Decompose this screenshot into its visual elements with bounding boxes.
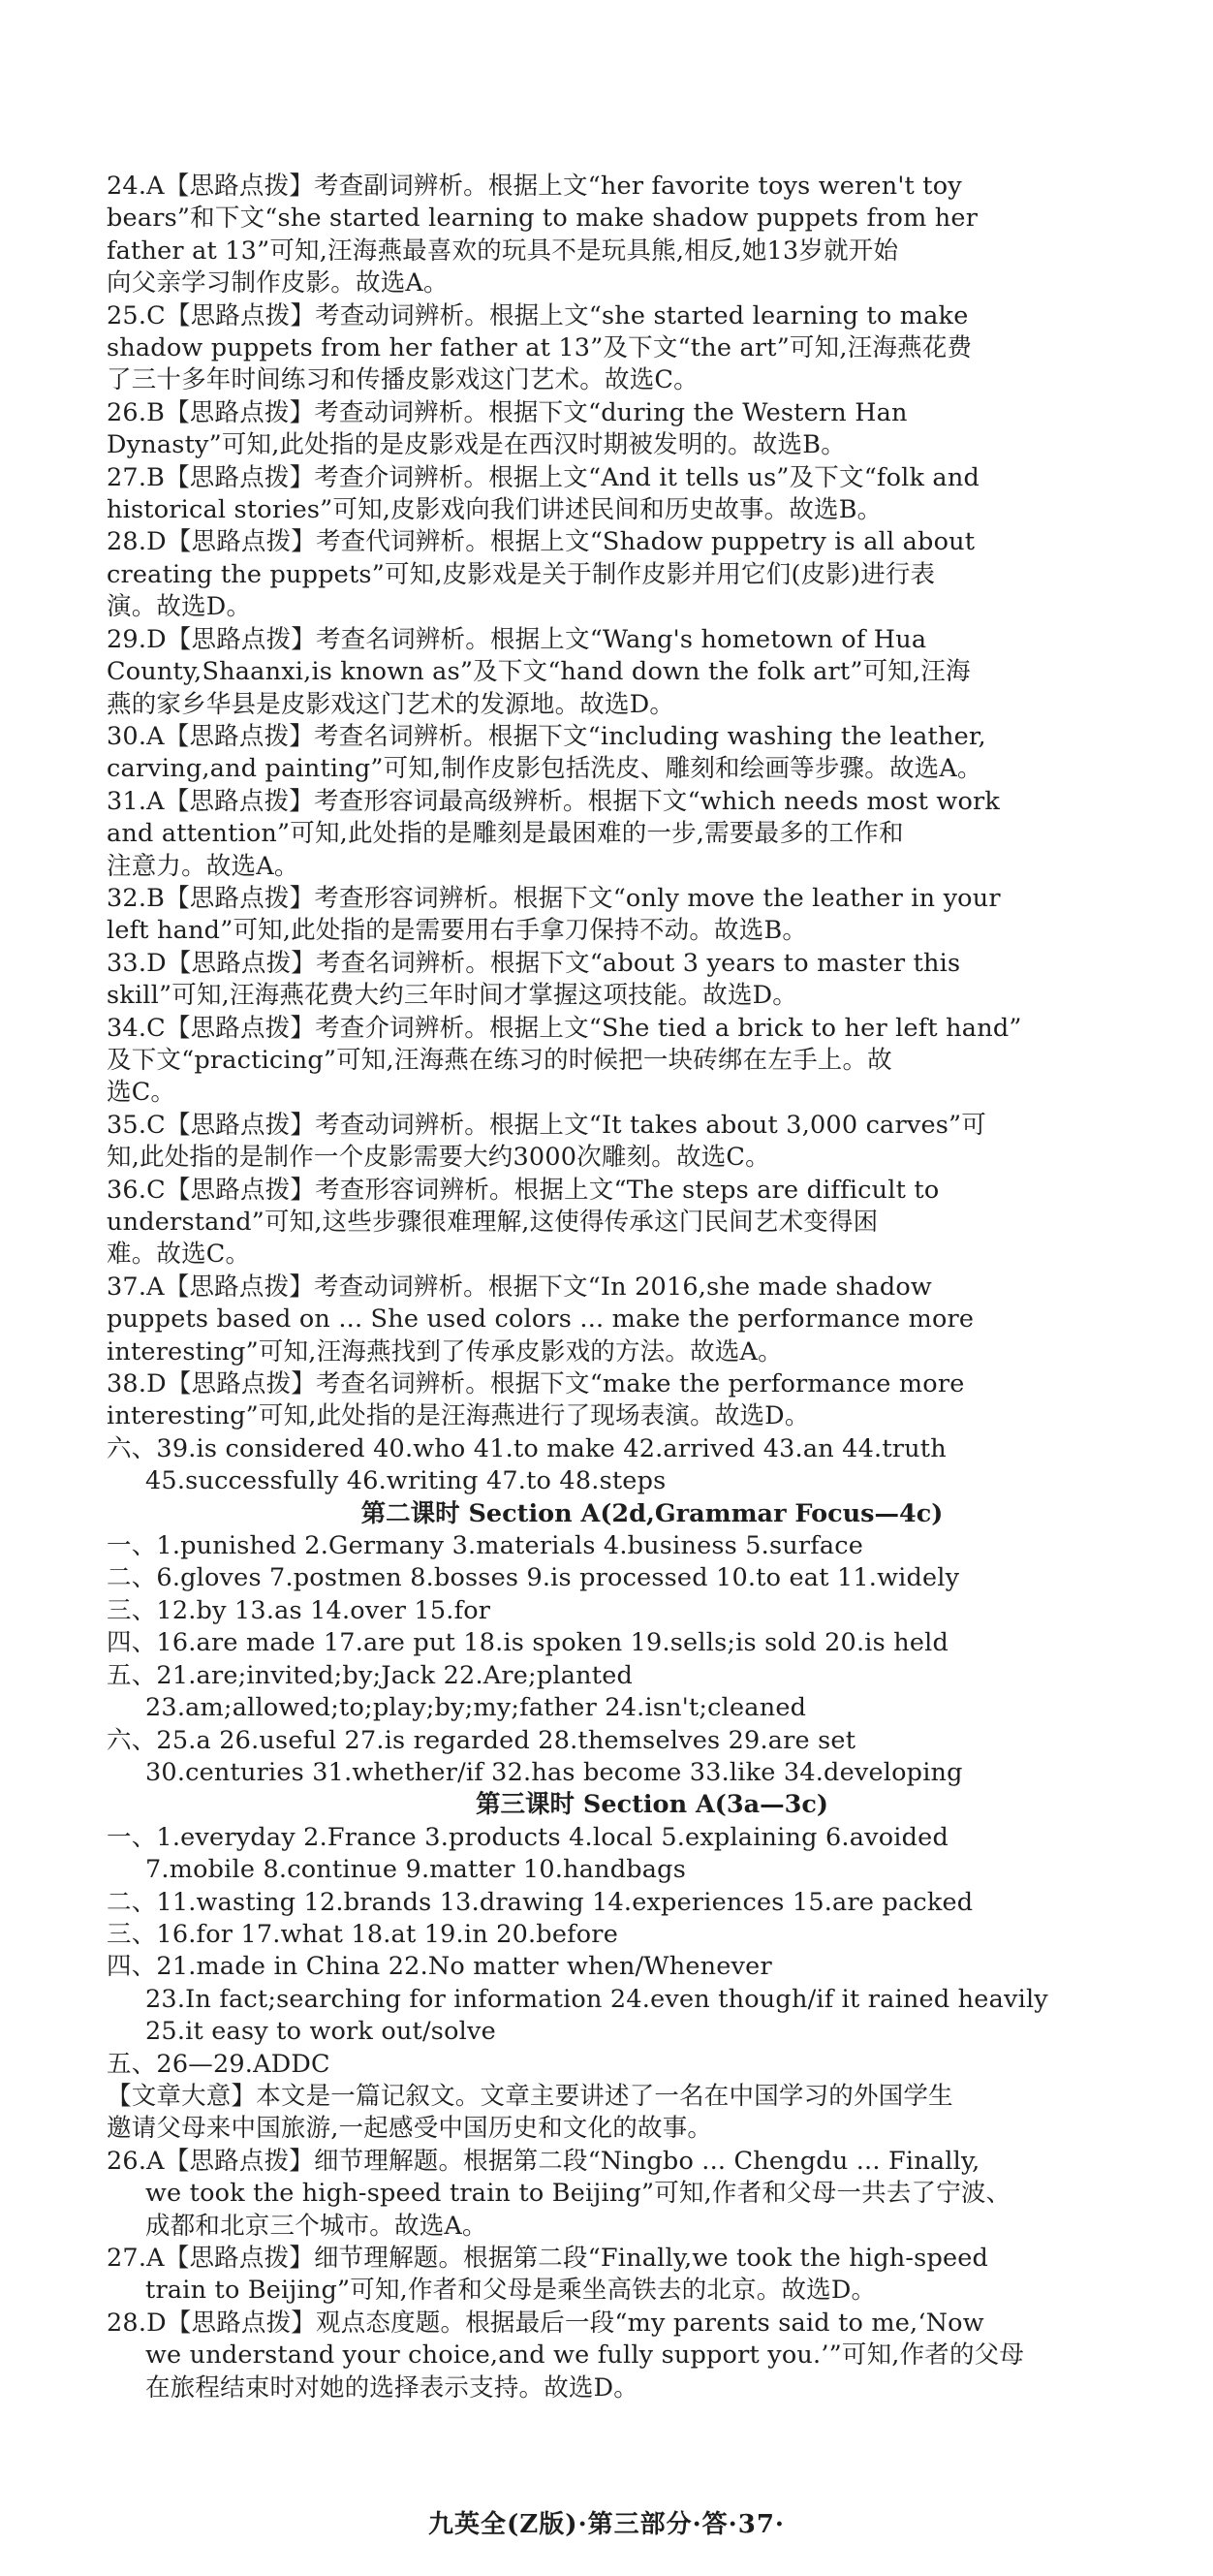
text-line: 24.A【思路点拨】考查副词辨析。根据上文“her favorite toys weren't toy: [107, 172, 962, 201]
text-line: 在旅程结束时对她的选择表示支持。故选D。: [145, 2372, 638, 2403]
text-line: 25.it easy to work out/solve: [145, 2017, 496, 2047]
text-line: 三、12.by 13.as 14.over 15.for: [107, 1595, 491, 1625]
text-line: shadow puppets from her father at 13”及下文“the art”可知,汪海燕花费: [107, 333, 973, 363]
text-line: left hand”可知,此处指的是需要用右手拿刀保持不动。故选B。: [107, 916, 808, 946]
text-line: 选C。: [107, 1078, 176, 1108]
text-line: 演。故选D。: [107, 592, 252, 622]
text-line: train to Beijing”可知,作者和父母是乘坐高铁去的北京。故选D。: [145, 2276, 877, 2306]
section-heading: 第三课时 Section A(3a—3c): [476, 1790, 828, 1820]
text-line: 28.D【思路点拨】观点态度题。根据最后一段“my parents said to me,‘Now: [107, 2308, 984, 2338]
text-line: 二、11.wasting 12.brands 13.drawing 14.experiences 15.are packed: [107, 1887, 974, 1917]
text-line: 知,此处指的是制作一个皮影需要大约3000次雕刻。故选C。: [107, 1143, 770, 1173]
text-line: 燕的家乡华县是皮影戏这门艺术的发源地。故选D。: [107, 689, 675, 719]
text-line: father at 13”可知,汪海燕最喜欢的玩具不是玩具熊,相反,她13岁就开始: [107, 236, 899, 266]
text-line: understand”可知,这些步骤很难理解,这使得传承这门民间艺术变得困: [107, 1208, 879, 1237]
text-line: Dynasty”可知,此处指的是皮影戏是在西汉时期被发明的。故选B。: [107, 430, 846, 460]
text-line: 六、25.a 26.useful 27.is regarded 28.themselves 29.are set: [107, 1725, 856, 1755]
text-line: 27.A【思路点拨】细节理解题。根据第二段“Finally,we took the high-speed: [107, 2244, 989, 2273]
text-line: 五、21.are;invited;by;Jack 22.Are;planted: [107, 1660, 634, 1690]
text-line: 三、16.for 17.what 18.at 19.in 20.before: [107, 1919, 618, 1949]
text-line: 难。故选C。: [107, 1240, 251, 1270]
text-line: 向父亲学习制作皮影。故选A。: [107, 268, 449, 298]
text-line: 五、26—29.ADDC: [107, 2049, 330, 2079]
text-line: 26.A【思路点拨】细节理解题。根据第二段“Ningbo ... Chengdu ... Finally,: [107, 2146, 980, 2176]
text-line: creating the puppets”可知,皮影戏是关于制作皮影并用它们(皮影)进行表: [107, 559, 936, 589]
text-line: 25.C【思路点拨】考查动词辨析。根据上文“she started learning to make: [107, 300, 969, 330]
text-line: 及下文“practicing”可知,汪海燕在练习的时候把一块砖绑在左手上。故: [107, 1045, 892, 1075]
text-line: puppets based on ... She used colors ... make the performance more: [107, 1304, 975, 1335]
text-line: 38.D【思路点拨】考查名词辨析。根据下文“make the performance more: [107, 1369, 965, 1399]
text-line: County,Shaanxi,is known as”及下文“hand down the folk art”可知,汪海: [107, 657, 971, 687]
text-line: historical stories”可知,皮影戏向我们讲述民间和历史故事。故选B。: [107, 495, 883, 525]
text-line: 32.B【思路点拨】考查形容词辨析。根据下文“only move the leather in your: [107, 883, 1001, 913]
text-line: 邀请父母来中国旅游,一起感受中国历史和文化的故事。: [107, 2114, 713, 2144]
text-line: bears”和下文“she started learning to make shadow puppets from her: [107, 204, 979, 234]
text-line: 31.A【思路点拨】考查形容词最高级辨析。根据下文“which needs most work: [107, 786, 1001, 816]
text-line: 四、16.are made 17.are put 18.is spoken 19.sells;is sold 20.is held: [107, 1628, 949, 1658]
text-line: 28.D【思路点拨】考查代词辨析。根据上文“Shadow puppetry is all about: [107, 527, 976, 557]
text-line: we understand your choice,and we fully support you.’”可知,作者的父母: [145, 2340, 1025, 2371]
text-line: 六、39.is considered 40.who 41.to make 42.arrived 43.an 44.truth: [107, 1433, 947, 1463]
text-line: 27.B【思路点拨】考查介词辨析。根据上文“And it tells us”及下文“folk and: [107, 462, 980, 492]
text-line: 34.C【思路点拨】考查介词辨析。根据上文“She tied a brick to her left hand”: [107, 1013, 1022, 1043]
text-line: we took the high-speed train to Beijing”可知,作者和父母一共去了宁波、: [145, 2179, 1011, 2209]
text-line: 成都和北京三个城市。故选A。: [145, 2211, 487, 2241]
text-line: interesting”可知,汪海燕找到了传承皮影戏的方法。故选A。: [107, 1336, 783, 1367]
text-line: 30.centuries 31.whether/if 32.has become 33.like 34.developing: [145, 1757, 963, 1787]
text-line: 45.successfully 46.writing 47.to 48.steps: [145, 1466, 667, 1496]
text-line: 36.C【思路点拨】考查形容词辨析。根据上文“The steps are difficult to: [107, 1175, 940, 1205]
text-line: 一、1.everyday 2.France 3.products 4.local 5.explaining 6.avoided: [107, 1822, 949, 1852]
text-line: 7.mobile 8.continue 9.matter 10.handbags: [145, 1855, 686, 1885]
text-line: and attention”可知,此处指的是雕刻是最困难的一步,需要最多的工作和: [107, 819, 904, 849]
text-line: carving,and painting”可知,制作皮影包括洗皮、雕刻和绘画等步骤。故选A。: [107, 754, 982, 784]
text-line: 了三十多年时间练习和传播皮影戏这门艺术。故选C。: [107, 365, 699, 395]
text-line: 23.In fact;searching for information 24.even though/if it rained heavily: [145, 1984, 1048, 2014]
answer-content: [107, 171, 1139, 2404]
text-line: 26.B【思路点拨】考查动词辨析。根据下文“during the Western Han: [107, 397, 908, 427]
page-footer: 九英全(Z版)·第三部分·答·37·: [428, 2510, 785, 2539]
text-line: 【文章大意】本文是一篇记叙文。文章主要讲述了一名在中国学习的外国学生: [107, 2081, 953, 2111]
text-line: 四、21.made in China 22.No matter when/Whenever: [107, 1952, 772, 1982]
text-line: 33.D【思路点拨】考查名词辨析。根据下文“about 3 years to master this: [107, 948, 961, 978]
text-line: 37.A【思路点拨】考查动词辨析。根据下文“In 2016,she made shadow: [107, 1272, 932, 1302]
text-line: 35.C【思路点拨】考查动词辨析。根据上文“It takes about 3,000 carves”可: [107, 1110, 986, 1140]
section-heading: 第二课时 Section A(2d,Grammar Focus—4c): [360, 1498, 944, 1528]
text-line: 30.A【思路点拨】考查名词辨析。根据下文“including washing the leather,: [107, 721, 986, 751]
text-line: 23.am;allowed;to;play;by;my;father 24.isn't;cleaned: [145, 1693, 807, 1723]
text-line: 二、6.gloves 7.postmen 8.bosses 9.is processed 10.to eat 11.widely: [107, 1563, 960, 1593]
text-line: interesting”可知,此处指的是汪海燕进行了现场表演。故选D。: [107, 1401, 810, 1431]
text-line: 注意力。故选A。: [107, 851, 299, 881]
text-line: skill”可知,汪海燕花费大约三年时间才掌握这项技能。故选D。: [107, 981, 797, 1011]
text-line: 一、1.punished 2.Germany 3.materials 4.business 5.surface: [107, 1531, 864, 1561]
text-line: 29.D【思路点拨】考查名词辨析。根据上文“Wang's hometown of Hua: [107, 624, 927, 654]
